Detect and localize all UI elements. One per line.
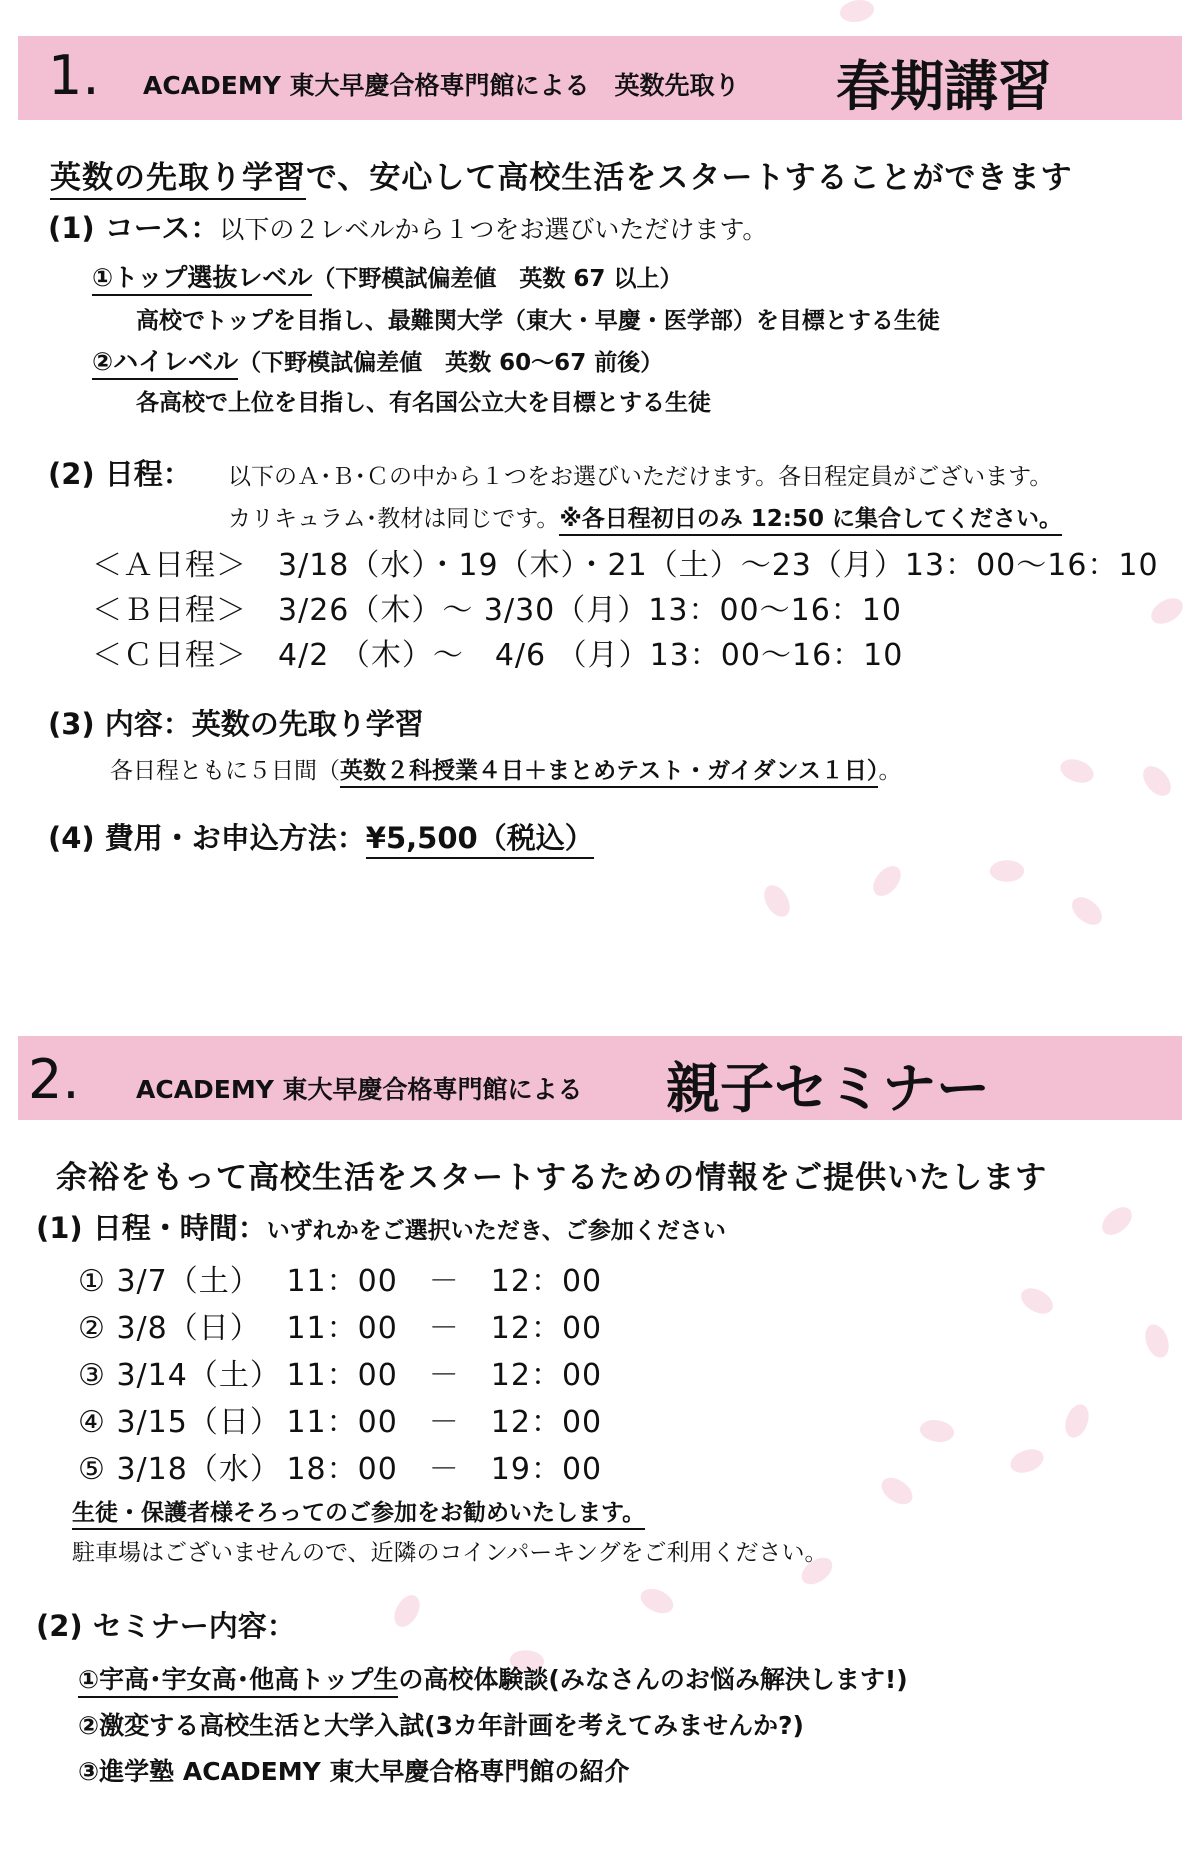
schedule-item-dates: 3/18（水）・19（木）・21（土）～23（月）13：00～16：10	[278, 548, 1159, 583]
sakura-petal	[1143, 1322, 1171, 1359]
section1-number: 1.	[48, 44, 100, 107]
level-high	[92, 342, 663, 378]
schedule-item-b	[92, 585, 902, 629]
section2-banner	[18, 1036, 1182, 1120]
seminar-date-day: 3/18（水）	[116, 1452, 281, 1487]
seminar-schedule-label: (1) 日程・時間：	[36, 1211, 267, 1245]
content-detail	[110, 752, 901, 785]
sakura-petal	[840, 0, 874, 22]
schedule-line1: 以下のＡ･Ｂ･Ｃの中から１つをお選びいただけます。各日程定員がございます。	[228, 464, 1053, 490]
seminar-content-item-1	[78, 1660, 908, 1696]
schedule-line2	[228, 500, 1062, 533]
seminar-recommend-text: 生徒・保護者様そろってのご参加をお勧めいたします。	[72, 1500, 645, 1530]
course-heading	[48, 206, 767, 247]
seminar-date-time: 11：00 － 12：00	[286, 1405, 603, 1440]
level-high-condition: （下野模試偏差値 英数 60～67 前後）	[238, 350, 664, 376]
section1-banner	[18, 36, 1182, 120]
seminar-date-no: ③	[78, 1358, 106, 1393]
sakura-petal	[988, 857, 1025, 885]
seminar-recommend	[72, 1494, 645, 1527]
course-text: 以下の２レベルから１つをお選びいただけます。	[219, 215, 768, 244]
sakura-petal	[1068, 891, 1107, 931]
schedule-line2-bold: ※各日程初日のみ 12:50 に集合してください。	[559, 506, 1062, 536]
seminar-content-label: (2) セミナー内容：	[36, 1609, 296, 1643]
course-label: (1) コース：	[48, 211, 220, 245]
schedule-item-name: ＜Ａ日程＞	[92, 548, 247, 583]
content-detail-plain: 各日程ともに５日間（	[110, 758, 340, 784]
seminar-content-underlined: ①宇高･宇女高･他高トップ生	[78, 1665, 398, 1698]
level-top	[92, 258, 682, 294]
sakura-petal	[388, 1591, 427, 1631]
section1-lead-rest: で、安心して高校生活をスタートすることができます	[306, 160, 1073, 196]
schedule-item-name: ＜Ｃ日程＞	[92, 638, 247, 673]
seminar-schedule-heading	[36, 1206, 726, 1247]
fee-label: (4) 費用・お申込方法：	[48, 821, 366, 855]
seminar-schedule-note: いずれかをご選択いただき、ご参加ください	[266, 1218, 726, 1244]
seminar-date-no: ②	[78, 1311, 106, 1346]
seminar-date-no: ⑤	[78, 1452, 106, 1487]
schedule-item-a	[92, 540, 1159, 584]
sakura-petal	[1147, 595, 1186, 627]
sakura-petal	[1097, 1203, 1137, 1239]
seminar-date-day: 3/7（土）	[116, 1264, 261, 1299]
seminar-date-day: 3/15（日）	[116, 1405, 281, 1440]
schedule-item-dates: 3/26（木）～ 3/30（月）13：00～16：10	[278, 593, 902, 628]
level-high-desc: 各高校で上位を目指し、有名国公立大を目標とする生徒	[136, 390, 711, 416]
sakura-petal	[867, 862, 907, 901]
seminar-content-rest: ②激変する高校生活と大学入試(3カ年計画を考えてみませんか?)	[78, 1711, 804, 1740]
sakura-petal	[1139, 761, 1175, 801]
section2-title: 親子セミナー	[666, 1057, 990, 1120]
section1-academy: ACADEMY 東大早慶合格専門館による 英数先取り	[143, 71, 740, 100]
sakura-petal	[761, 881, 793, 920]
seminar-parking: 駐車場はございませんので、近隣のコインパーキングをご利用ください。	[72, 1540, 828, 1566]
content-detail-underlined: 英数２科授業４日＋まとめテスト・ガイダンス１日）	[340, 758, 878, 788]
section2-academy: ACADEMY 東大早慶合格専門館による	[136, 1075, 583, 1104]
schedule-item-c	[92, 630, 903, 674]
fee-value: ¥5,500（税込）	[366, 821, 594, 859]
content-label: (3) 内容：英数の先取り学習	[48, 707, 424, 741]
level-top-desc: 高校でトップを目指し、最難関大学（東大・早慶・医学部）を目標とする生徒	[136, 308, 940, 334]
level-high-name: ②ハイレベル	[92, 347, 238, 380]
fee-line	[48, 816, 594, 857]
seminar-date-1	[78, 1256, 602, 1300]
seminar-date-2	[78, 1303, 602, 1347]
level-top-condition: （下野模試偏差値 英数 67 以上）	[312, 266, 683, 292]
seminar-content-rest: の高校体験談(みなさんのお悩み解決します!)	[398, 1665, 908, 1694]
seminar-date-time: 11：00 － 12：00	[286, 1264, 603, 1299]
sakura-petal	[1008, 1447, 1045, 1475]
seminar-date-no: ④	[78, 1405, 106, 1440]
seminar-date-time: 11：00 － 12：00	[286, 1311, 603, 1346]
seminar-date-no: ①	[78, 1264, 106, 1299]
seminar-date-3	[78, 1350, 602, 1394]
schedule-line2-plain: カリキュラム･教材は同じです。	[228, 506, 560, 532]
sakura-petal	[637, 1582, 677, 1620]
seminar-date-4	[78, 1397, 602, 1441]
sakura-petal	[1057, 753, 1097, 789]
content-detail-end: 。	[878, 758, 902, 784]
sakura-petal	[917, 1415, 956, 1447]
schedule-label: (2) 日程：	[48, 457, 192, 491]
seminar-date-5	[78, 1444, 602, 1488]
seminar-content-item-2	[78, 1706, 804, 1742]
section1-lead	[50, 152, 1072, 197]
section1-title: 春期講習	[836, 55, 1052, 118]
seminar-date-day: 3/8（日）	[116, 1311, 261, 1346]
schedule-item-dates: 4/2 （木）～ 4/6 （月）13：00～16：10	[278, 638, 904, 673]
seminar-content-item-3	[78, 1752, 629, 1788]
section2-lead: 余裕をもって高校生活をスタートするための情報をご提供いたします	[56, 1160, 1048, 1196]
sakura-petal	[877, 1471, 917, 1511]
section1-lead-underlined: 英数の先取り学習	[50, 160, 306, 200]
level-top-name: ①トップ選抜レベル	[92, 263, 312, 296]
seminar-date-time: 11：00 － 12：00	[286, 1358, 603, 1393]
sakura-petal	[1059, 1401, 1095, 1441]
seminar-date-day: 3/14（土）	[116, 1358, 281, 1393]
seminar-date-time: 18：00 － 19：00	[286, 1452, 603, 1487]
seminar-content-rest: ③進学塾 ACADEMY 東大早慶合格専門館の紹介	[78, 1757, 630, 1786]
schedule-item-name: ＜Ｂ日程＞	[92, 593, 247, 628]
sakura-petal	[1017, 1282, 1057, 1321]
section2-number: 2.	[28, 1048, 80, 1111]
